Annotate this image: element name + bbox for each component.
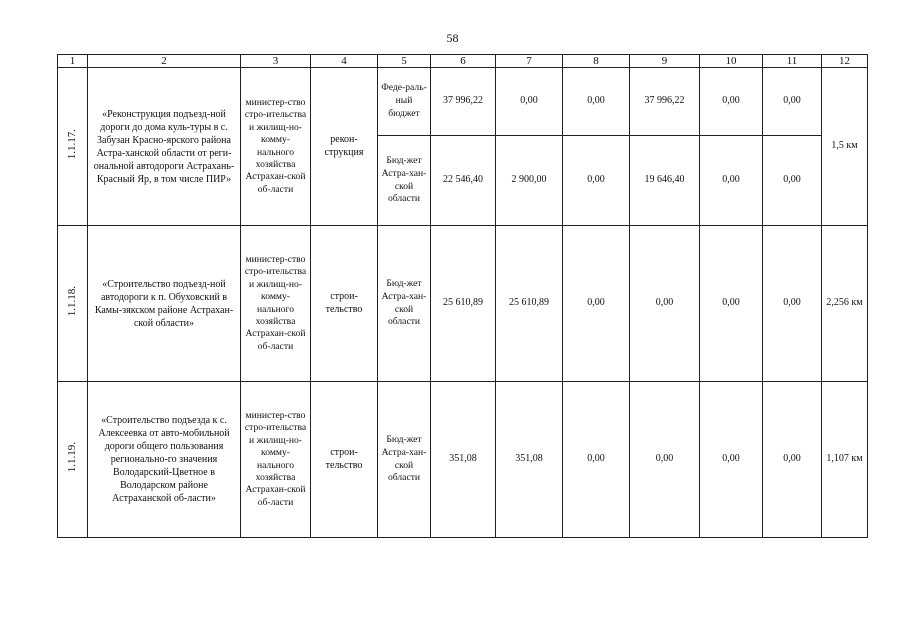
amount-col9: 0,00 [630,226,700,382]
amount-col7: 0,00 [496,68,563,136]
amount-col10: 0,00 [700,68,763,136]
amount-col7: 351,08 [496,382,563,538]
work-type: рекон-струкция [311,68,378,226]
funding-source: Бюд-жет Астра-хан-ской области [378,136,431,226]
item-code-cell [58,382,88,538]
column-header: 7 [496,55,563,68]
funding-source: Феде-раль-ный бюджет [378,68,431,136]
amount-col10: 0,00 [700,226,763,382]
road-length: 1,107 км [822,382,868,538]
column-header: 3 [241,55,311,68]
item-code-cell [58,226,88,382]
column-header: 1 [58,55,88,68]
amount-col11: 0,00 [763,136,822,226]
amount-col9: 37 996,22 [630,68,700,136]
amount-col6: 25 610,89 [431,226,496,382]
amount-col6: 37 996,22 [431,68,496,136]
column-header: 4 [311,55,378,68]
object-name: «Строительство подъезда к с. Алексеевка от авто-мобильной дороги общего пользования регионально-го значения Володарский-Цветное в Володарском районе Астраханской об-ласти» [88,382,241,538]
amount-col6: 22 546,40 [431,136,496,226]
work-type: строи-тельство [311,382,378,538]
amount-col6: 351,08 [431,382,496,538]
amount-col11: 0,00 [763,382,822,538]
responsible-ministry: министер-ство стро-ительства и жилищ-но-комму-нального хозяйства Астрахан-ской об-ласти [241,226,311,382]
program-table [57,54,868,538]
column-header: 2 [88,55,241,68]
responsible-ministry: министер-ство стро-ительства и жилищ-но-комму-нального хозяйства Астрахан-ской об-ласти [241,68,311,226]
column-header: 10 [700,55,763,68]
amount-col8: 0,00 [563,382,630,538]
column-header: 8 [563,55,630,68]
amount-col8: 0,00 [563,68,630,136]
amount-col11: 0,00 [763,226,822,382]
amount-col10: 0,00 [700,136,763,226]
amount-col7: 2 900,00 [496,136,563,226]
table-row [58,226,868,382]
amount-col8: 0,00 [563,136,630,226]
amount-col10: 0,00 [700,382,763,538]
road-length: 1,5 км [822,68,868,226]
funding-source: Бюд-жет Астра-хан-ской области [378,226,431,382]
column-header: 11 [763,55,822,68]
column-number-row [58,55,868,68]
item-code: 1.1.19. [66,441,79,473]
column-header: 6 [431,55,496,68]
object-name: «Строительство подъезд-ной автодороги к п. Обуховский в Камы-зякском районе Астрахан-ской области» [88,226,241,382]
object-name: «Реконструкция подъезд-ной дороги до дома куль-туры в с. Забузан Красно-ярского района Астра-ханской области от реги-ональной автодороги Астрахань-Красный Яр, в том числе ПИР» [88,68,241,226]
amount-col9: 0,00 [630,382,700,538]
table-row [58,382,868,538]
amount-col9: 19 646,40 [630,136,700,226]
amount-col11: 0,00 [763,68,822,136]
road-length: 2,256 км [822,226,868,382]
funding-source: Бюд-жет Астра-хан-ской области [378,382,431,538]
responsible-ministry: министер-ство стро-ительства и жилищ-но-комму-нального хозяйства Астрахан-ской об-ласти [241,382,311,538]
item-code: 1.1.18. [66,285,79,317]
column-header: 5 [378,55,431,68]
work-type: строи-тельство [311,226,378,382]
amount-col7: 25 610,89 [496,226,563,382]
item-code-cell [58,68,88,226]
column-header: 9 [630,55,700,68]
table-row [58,68,868,136]
amount-col8: 0,00 [563,226,630,382]
page-number: 58 [446,31,459,45]
item-code: 1.1.17. [66,128,79,160]
column-header: 12 [822,55,868,68]
